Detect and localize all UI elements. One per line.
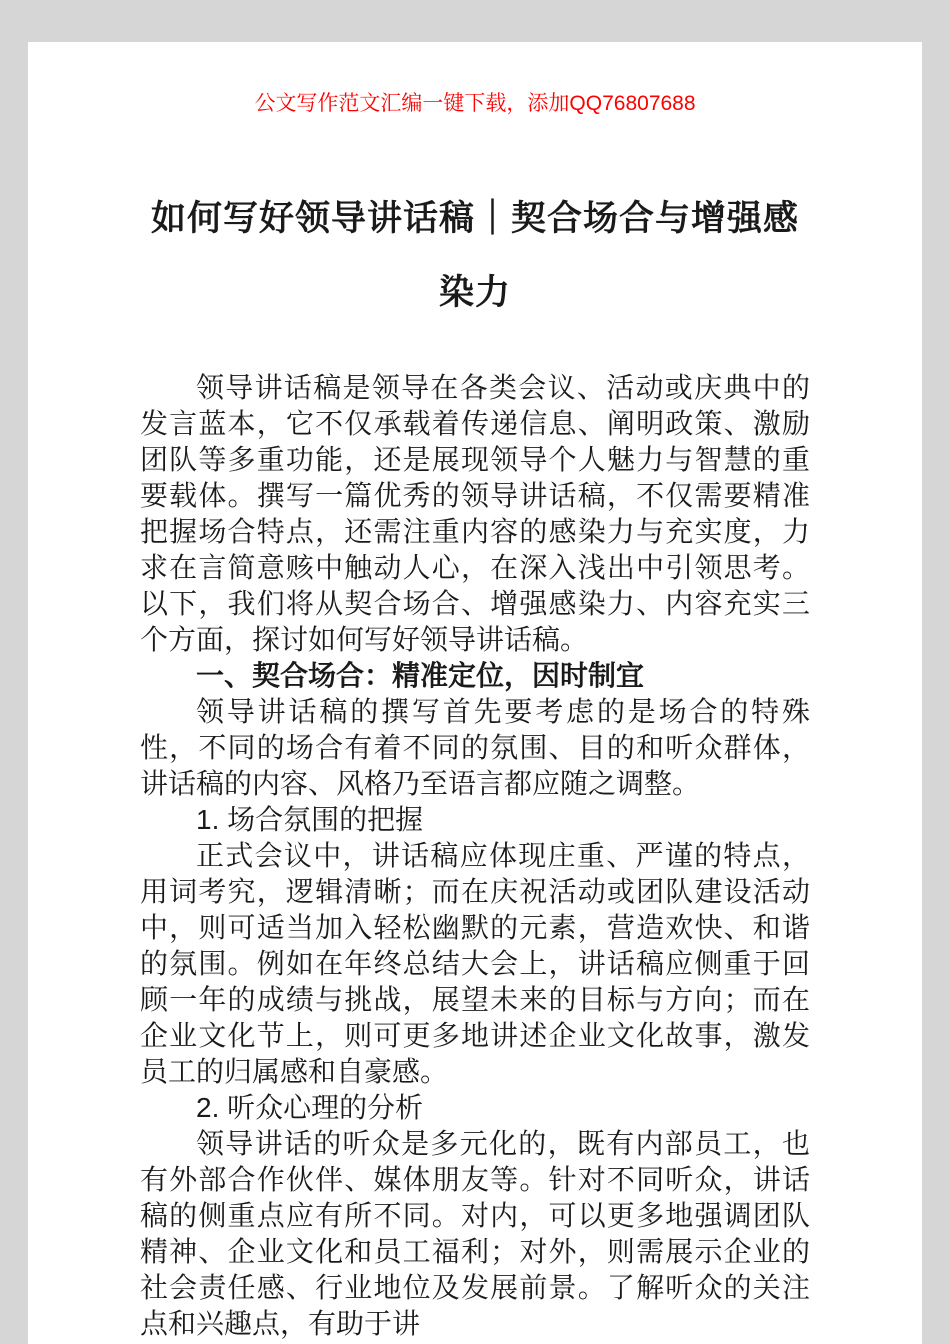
document-title (140, 182, 810, 330)
document-page (28, 42, 922, 1344)
document-title-line-2: 染力 (438, 273, 511, 312)
section-heading-1: 一、契合场合：精准定位，因时制宜 (196, 660, 645, 691)
paragraph-section-1-intro: 领导讲话稿的撰写首先要考虑的是场合的特殊性，不同的场合有着不同的氛围、目的和听众群体，讲话稿的内容、风格乃至语言都应随之调整。 (140, 696, 810, 799)
subsection-heading-1-1: 1. 场合氛围的把握 (196, 804, 424, 835)
paragraph-subsection-1-2: 领导讲话的听众是多元化的，既有内部员工，也有外部合作伙伴、媒体朋友等。针对不同听众，讲话稿的侧重点应有所不同。对内，可以更多地强调团队精神、企业文化和员工福利；对外，则需展示企业的社会责任感、行业地位及发展前景。了解听众的关注点和兴趣点，有助于讲 (140, 1128, 810, 1339)
subsection-heading-1-2: 2. 听众心理的分析 (196, 1092, 424, 1123)
paragraph-subsection-1-1: 正式会议中，讲话稿应体现庄重、严谨的特点，用词考究，逻辑清晰；而在庆祝活动或团队建设活动中，则可适当加入轻松幽默的元素，营造欢快、和谐的氛围。例如在年终总结大会上，讲话稿应侧重于回顾一年的成绩与挑战，展望未来的目标与方向；而在企业文化节上，则可更多地讲述企业文化故事，激发员工的归属感和自豪感。 (140, 840, 810, 1087)
promo-header-text: 公文写作范文汇编一键下载，添加QQ76807688 (254, 92, 696, 115)
document-body (140, 370, 810, 1342)
document-title-line-1: 如何写好领导讲话稿｜契合场合与增强感 (150, 199, 799, 238)
paragraph-intro: 领导讲话稿是领导在各类会议、活动或庆典中的发言蓝本，它不仅承载着传递信息、阐明政策、激励团队等多重功能，还是展现领导个人魅力与智慧的重要载体。撰写一篇优秀的领导讲话稿，不仅需要精准把握场合特点，还需注重内容的感染力与充实度，力求在言简意赅中触动人心，在深入浅出中引领思考。以下，我们将从契合场合、增强感染力、内容充实三个方面，探讨如何写好领导讲话稿。 (140, 372, 810, 655)
